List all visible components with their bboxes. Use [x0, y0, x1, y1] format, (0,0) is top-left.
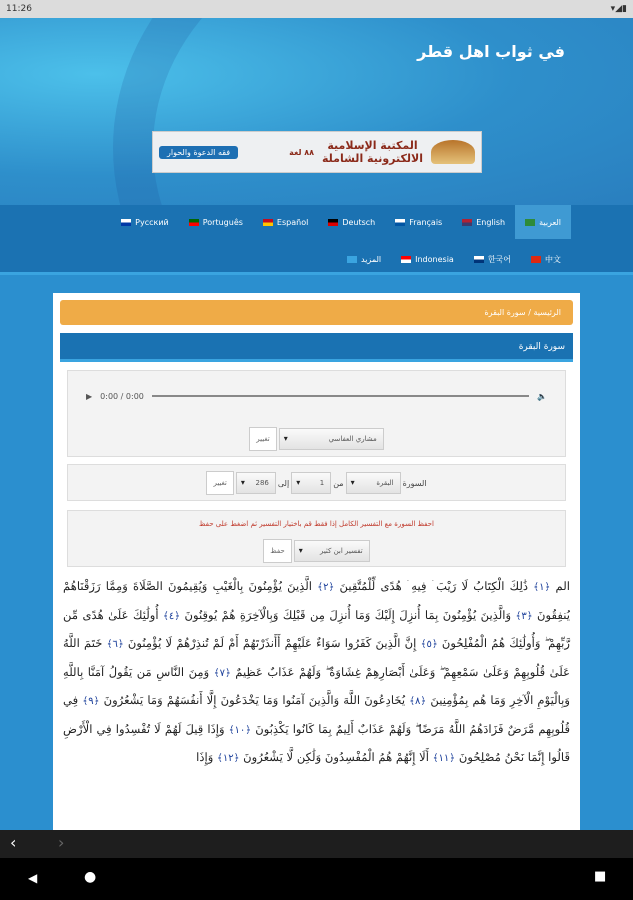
- flag-icon: [347, 256, 357, 263]
- language-link[interactable]: [515, 205, 571, 239]
- from-label: من: [333, 478, 344, 488]
- verse-text: الَّذِينَ يُؤْمِنُونَ بِالْغَيْبِ وَيُقِيمُونَ الصَّلَاةَ وَمِمَّا رَزَقْنَاهُمْ يُنفِقُونَ: [63, 579, 570, 622]
- flag-icon: [462, 219, 472, 226]
- language-label: Français: [409, 217, 443, 227]
- language-link[interactable]: [464, 242, 521, 276]
- library-banner[interactable]: [152, 131, 482, 173]
- verse-text: وَإِذَا قِيلَ لَهُمْ لَا تُفْسِدُوا فِي الْأَرْضِ قَالُوا إِنَّمَا نَحْنُ مُصْلِحُونَ: [63, 721, 570, 764]
- verse-number: ﴿١١﴾: [432, 753, 456, 764]
- banner-count: ٨٨ لغة: [289, 147, 315, 157]
- audio-seek-bar[interactable]: [152, 395, 529, 397]
- language-link[interactable]: [385, 205, 452, 239]
- banner-line1: المكتبة الإسلامية: [327, 139, 418, 152]
- language-row-2: [337, 242, 571, 276]
- verse-text: وَمِنَ النَّاسِ مَن يَقُولُ آمَنَّا بِاللَّهِ وَبِالْيَوْمِ الْآخِرِ وَمَا هُم بِمُؤْمِنِينَ: [63, 664, 570, 707]
- flag-icon: [525, 219, 535, 226]
- verse-number: ﴿١﴾: [533, 582, 551, 593]
- verse-number-value: ٩: [88, 696, 94, 707]
- language-label: 中文: [545, 254, 561, 264]
- breadcrumb-separator: /: [528, 308, 531, 317]
- surah-select[interactable]: البقرة ▾: [346, 472, 401, 494]
- flag-icon: [189, 219, 199, 226]
- language-link[interactable]: [337, 242, 391, 276]
- system-back-icon[interactable]: ◀: [28, 871, 38, 885]
- audio-time: 0:00 / 0:00: [100, 391, 144, 401]
- quran-text: [63, 573, 570, 773]
- verse-number-value: ٨: [415, 696, 421, 707]
- to-label: إلى: [277, 478, 290, 488]
- library-logo-icon: [431, 140, 475, 164]
- language-row-1: [111, 205, 571, 239]
- language-label: المزيد: [361, 254, 382, 264]
- change-reciter-button[interactable]: تغيير: [249, 427, 276, 451]
- verse-text: إِنَّ الَّذِينَ كَفَرُوا سَوَاءٌ عَلَيْهِمْ أَأَنذَرْتَهُمْ أَمْ لَمْ تُنذِرْهُمْ لَا يُؤْمِنُونَ: [127, 636, 417, 650]
- language-label: 한국어: [487, 254, 511, 264]
- language-label: English: [476, 217, 506, 227]
- verse-number: ﴿٦﴾: [106, 639, 124, 650]
- from-verse-select[interactable]: 1 ▾: [291, 472, 331, 494]
- play-icon[interactable]: ▶: [86, 391, 93, 401]
- site-title[interactable]: في ثواب اهل قطر: [417, 42, 565, 61]
- flag-icon: [121, 219, 131, 226]
- save-button[interactable]: حفظ: [263, 539, 292, 563]
- page-title: سورة البقرة: [60, 333, 573, 362]
- verse-number-value: ١٢: [222, 753, 234, 764]
- verse-text: خَتَمَ اللَّهُ عَلَىٰ قُلُوبِهِمْ وَعَلَىٰ سَمْعِهِمْ ۖ وَعَلَىٰ أَبْصَارِهِمْ غِشَاوَةٌ ۖ وَلَهُمْ عَذَابٌ عَظِيمٌ: [63, 636, 570, 679]
- verse-text: الم: [555, 579, 571, 593]
- flag-icon: [474, 256, 484, 263]
- tafsir-select[interactable]: تفسير ابن كثير ▾: [294, 540, 370, 562]
- verse-number-value: ٣: [521, 610, 527, 622]
- browser-nav-bar: [0, 830, 633, 858]
- save-note: احفظ السورة مع التفسير الكامل إذا فقط قم باختيار التفسير ثم اضغط على حفظ: [199, 520, 434, 528]
- verse-text: وَإِذَا: [196, 750, 214, 764]
- breadcrumb-home[interactable]: الرئيسية: [533, 308, 561, 317]
- to-verse-select[interactable]: 286 ▾: [236, 472, 276, 494]
- verse-number: ﴿٧﴾: [213, 667, 231, 679]
- surah-label: السورة: [402, 478, 427, 488]
- language-link[interactable]: [253, 205, 318, 239]
- recents-icon[interactable]: ■: [594, 869, 607, 884]
- verse-number-value: ٧: [219, 667, 225, 679]
- home-icon[interactable]: ●: [84, 869, 97, 885]
- verse-text: فِي قُلُوبِهِم مَّرَضٌ فَزَادَهُمُ اللَّهُ مَرَضًا ۖ وَلَهُمْ عَذَابٌ أَلِيمٌ بِمَا كَانُوا يَكْذِبُونَ: [63, 693, 570, 736]
- language-link[interactable]: [179, 205, 253, 239]
- breadcrumb-current: سورة البقرة: [484, 308, 526, 317]
- status-icons: ▾◢▮: [610, 4, 627, 14]
- verse-number: ﴿٤﴾: [162, 610, 181, 622]
- language-nav: [0, 205, 633, 275]
- audio-panel: [67, 370, 566, 457]
- verse-number: ﴿١٢﴾: [217, 753, 240, 764]
- banner-line2: الالكترونية الشاملة: [322, 152, 423, 165]
- language-label: Русский: [135, 217, 169, 227]
- verse-number-value: ١٠: [234, 724, 246, 736]
- change-range-button[interactable]: تغيير: [206, 471, 233, 495]
- language-link[interactable]: [111, 205, 179, 239]
- forward-icon[interactable]: ›: [58, 833, 65, 852]
- range-panel: [67, 464, 566, 501]
- verse-number-value: ٤: [168, 610, 175, 622]
- verse-text: يُخَادِعُونَ اللَّهَ وَالَّذِينَ آمَنُوا وَمَا يَخْدَعُونَ إِلَّا أَنفُسَهُمْ وَمَا يَشْعُرُونَ: [103, 693, 406, 707]
- breadcrumb: [60, 300, 573, 325]
- language-link[interactable]: [521, 242, 571, 276]
- verse-number-value: ٢: [323, 582, 329, 593]
- flag-icon: [531, 256, 541, 263]
- verse-number: ﴿٥﴾: [420, 639, 438, 650]
- language-label: Español: [276, 217, 309, 227]
- system-nav-bar: [0, 858, 633, 900]
- verse-number: ﴿١٠﴾: [228, 724, 252, 736]
- reciter-select[interactable]: مشاري العفاسي ▾: [279, 428, 384, 450]
- verse-number-value: ١: [539, 582, 545, 593]
- content-panel: [53, 293, 580, 833]
- language-label: Português: [202, 217, 243, 227]
- status-bar: [0, 0, 633, 18]
- verse-text: وَالَّذِينَ يُؤْمِنُونَ بِمَا أُنزِلَ إِلَيْكَ وَمَا أُنزِلَ مِن قَبْلِكَ وَبِالْآخِرَةِ هُمْ يُوقِنُونَ: [184, 607, 512, 622]
- verse-number-value: ٥: [426, 639, 432, 650]
- language-link[interactable]: [452, 205, 515, 239]
- verse-text: ذَٰلِكَ الْكِتَابُ لَا رَيْبَ ۛ فِيهِ ۛ هُدًى لِّلْمُتَّقِينَ: [339, 579, 529, 593]
- language-label: Deutsch: [342, 217, 376, 227]
- verse-number: ﴿٢﴾: [317, 582, 335, 593]
- verse-number: ﴿٨﴾: [409, 696, 427, 707]
- banner-tagline: فقه الدعوة والحوار: [159, 146, 238, 159]
- flag-icon: [401, 256, 411, 263]
- verse-text: أُولَٰئِكَ عَلَىٰ هُدًى مِّن رَّبِّهِمْ ۖ وَأُولَٰئِكَ هُمُ الْمُفْلِحُونَ: [63, 607, 570, 650]
- verse-text: أَلَا إِنَّهُمْ هُمُ الْمُفْسِدُونَ وَلَٰكِن لَّا يَشْعُرُونَ: [243, 750, 429, 764]
- language-label: العربية: [539, 217, 561, 227]
- verse-number-value: ١١: [438, 753, 450, 764]
- flag-icon: [395, 219, 405, 226]
- language-link[interactable]: [391, 242, 464, 276]
- site-header: [0, 18, 633, 205]
- volume-icon[interactable]: 🔈: [537, 391, 547, 401]
- verse-number: ﴿٣﴾: [515, 610, 533, 622]
- back-icon[interactable]: ‹: [10, 833, 17, 852]
- language-label: Indonesia: [415, 254, 454, 264]
- flag-icon: [263, 219, 273, 226]
- language-link[interactable]: [318, 205, 385, 239]
- save-panel: [67, 510, 566, 567]
- audio-player: [86, 386, 547, 406]
- verse-number-value: ٦: [112, 639, 118, 650]
- flag-icon: [328, 219, 338, 226]
- verse-number: ﴿٩﴾: [82, 696, 100, 707]
- status-time: 11:26: [6, 4, 32, 14]
